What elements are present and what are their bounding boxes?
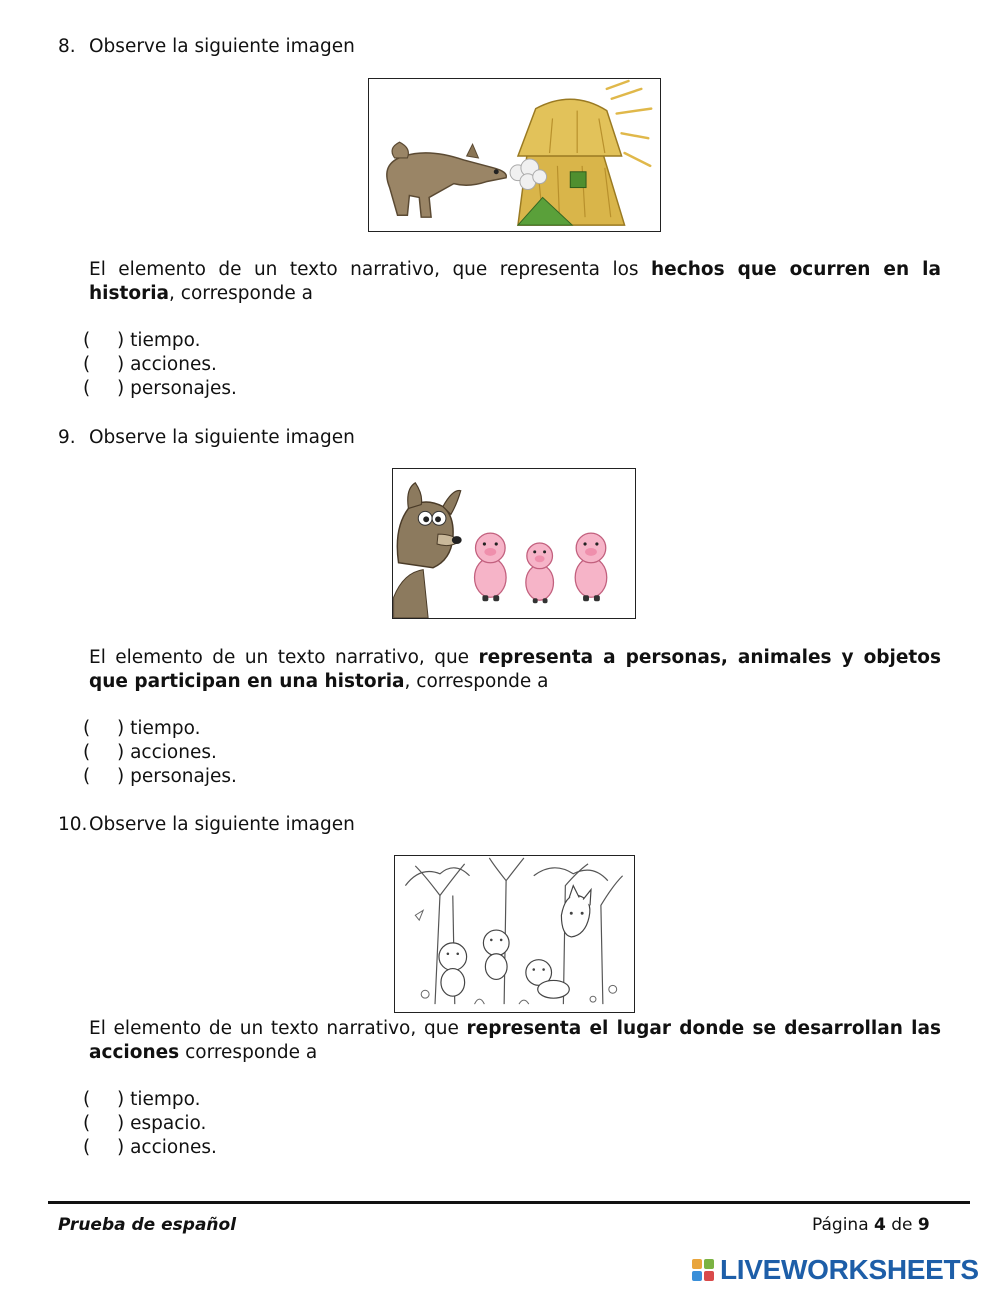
logo-square [692,1259,702,1269]
question-9-prompt: Observe la siguiente imagen [89,427,355,448]
forest-scene-image [394,855,635,1013]
checkbox-paren[interactable]: ( [83,354,91,375]
question-8-statement-post: , corresponde a [169,283,313,304]
question-9-option-1[interactable] [83,718,201,739]
page-current: 4 [874,1215,886,1235]
question-10-prompt: Observe la siguiente imagen [89,814,355,835]
footer-divider [48,1201,970,1204]
checkbox-paren[interactable]: ( [83,1089,91,1110]
checkbox-paren[interactable]: ( [83,1137,91,1158]
checkbox-paren[interactable]: ( [83,330,91,351]
question-10-option-1[interactable] [83,1089,201,1110]
wolf-blowing-house-image [368,78,661,232]
checkbox-paren[interactable]: ( [83,742,91,763]
question-9-option-3[interactable] [83,766,237,787]
question-9-statement [89,646,941,694]
page-prefix: Página [812,1215,875,1235]
page-indicator [812,1215,930,1235]
checkbox-paren[interactable]: ( [83,378,91,399]
question-8-option-1[interactable] [83,330,201,351]
question-9-statement-pre: El elemento de un texto narrativo, que [89,647,479,668]
logo-square [704,1259,714,1269]
question-8-option-2[interactable] [83,354,217,375]
forest-scene-illustration [395,856,634,1012]
page-total: 9 [917,1215,930,1235]
question-10-statement-post: corresponde a [179,1042,318,1063]
option-label: ) espacio. [117,1113,207,1134]
question-10-number: 10. [58,814,88,835]
checkbox-paren[interactable]: ( [83,1113,91,1134]
option-label: ) personajes. [117,766,237,787]
logo-wordmark: LIVEWORKSHEETS [720,1254,979,1285]
question-8-option-3[interactable] [83,378,237,399]
option-label: ) tiempo. [117,330,201,351]
logo-square [704,1271,714,1281]
wolf-and-pigs-illustration [393,469,635,618]
question-8-statement-pre: El elemento de un texto narrativo, que representa los [89,259,652,280]
wolf-blowing-house-illustration [369,79,660,231]
liveworksheets-logo[interactable] [692,1254,979,1286]
question-8-statement [89,258,941,306]
logo-square [692,1271,702,1281]
question-10-statement-bold: representa el lugar donde se desarrollan las acciones [89,1018,941,1063]
question-9-statement-bold: representa a personas, animales y objetos que participan en una historia [89,647,941,692]
question-9-number: 9. [58,427,76,448]
question-8-number: 8. [58,36,76,57]
question-10-statement [89,1017,941,1065]
question-10-option-2[interactable] [83,1113,206,1134]
footer-title: Prueba de español [58,1215,237,1235]
page-mid: de [885,1215,918,1235]
option-label: ) acciones. [117,1137,217,1158]
question-9-option-2[interactable] [83,742,217,763]
logo-squares-icon [692,1259,714,1281]
option-label: ) tiempo. [117,1089,201,1110]
option-label: ) acciones. [117,742,217,763]
question-9-statement-post: , corresponde a [404,671,549,692]
option-label: ) acciones. [117,354,217,375]
option-label: ) personajes. [117,378,237,399]
checkbox-paren[interactable]: ( [83,766,91,787]
wolf-and-pigs-image [392,468,636,619]
option-label: ) tiempo. [117,718,201,739]
checkbox-paren[interactable]: ( [83,718,91,739]
question-8-statement-bold: hechos que ocurren en la historia [89,259,941,304]
question-10-statement-pre: El elemento de un texto narrativo, que [89,1018,467,1039]
question-10-option-3[interactable] [83,1137,217,1158]
question-8-prompt: Observe la siguiente imagen [89,36,355,57]
